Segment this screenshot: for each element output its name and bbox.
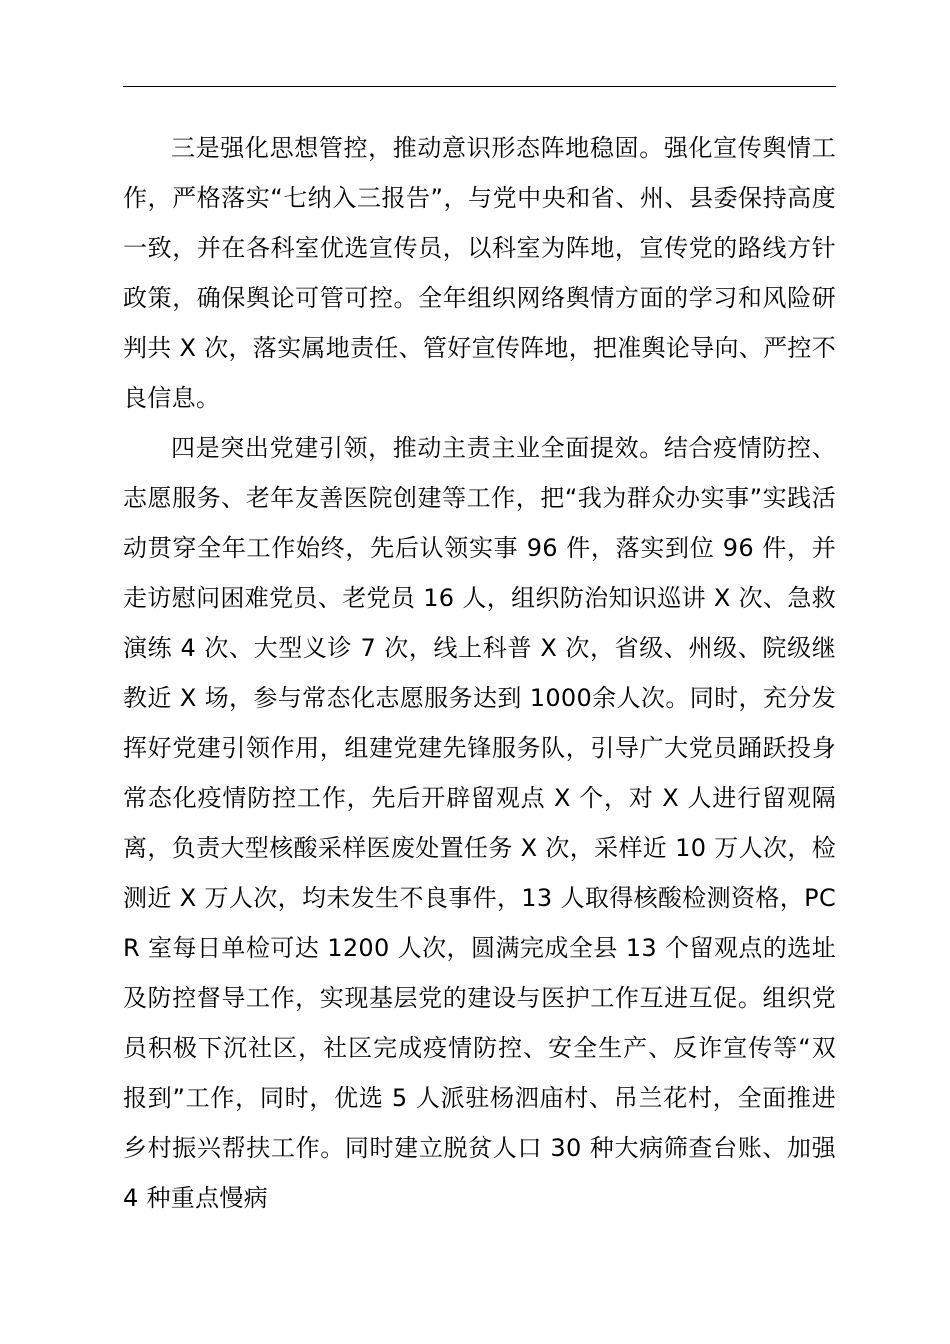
paragraph-ideology-control: 三是强化思想管控，推动意识形态阵地稳固。强化宣传舆情工作，严格落实“七纳入三报告”，与党中央和省、州、县委保持高度一致，并在各科室优选宣传员，以科室为阵地，宣传党的路线方针政策，确保舆论可管可控。全年组织网络舆情方面的学习和风险研判共 X 次，落实属地责任、管好宣传阵地，把准舆论导向、严控不良信息。 xyxy=(123,134,836,412)
paragraph-party-leadership: 四是突出党建引领，推动主责主业全面提效。结合疫情防控、志愿服务、老年友善医院创建等工作，把“我为群众办实事”实践活动贯穿全年工作始终，先后认领实事 96 件，落实到位 96 件，并走访慰问困难党员、老党员 16 人，组织防治知识巡讲 X 次、急救演练 4 次、大型义诊 7 次，线上科普 X 次，省级、州级、院级继教近 X 场，参与常态化志愿服务达到 1000余人次。同时，充分发挥好党建引领作用，组建党建先锋服务队，引导广大党员踊跃投身常态化疫情防控工作，先后开辟留观点 X 个，对 X 人进行留观隔离，负责大型核酸采样医废处置任务 X 次，采样近 10 万人次，检测近 X 万人次，均未发生不良事件，13 人取得核酸检测资格，PCR 室每日单检可达 1200 人次，圆满完成全县 13 个留观点的选址及防控督导工作，实现基层党的建设与医护工作互进互促。组织党员积极下沉社区，社区完成疫情防控、安全生产、反诈宣传等“双报到”工作，同时，优选 5 人派驻杨泗庙村、吊兰花村，全面推进乡村振兴帮扶工作。同时建立脱贫人口 30 种大病筛查台账、加强 4 种重点慢病 xyxy=(123,434,836,1212)
header-rule xyxy=(123,86,836,87)
document-body xyxy=(123,123,836,1223)
